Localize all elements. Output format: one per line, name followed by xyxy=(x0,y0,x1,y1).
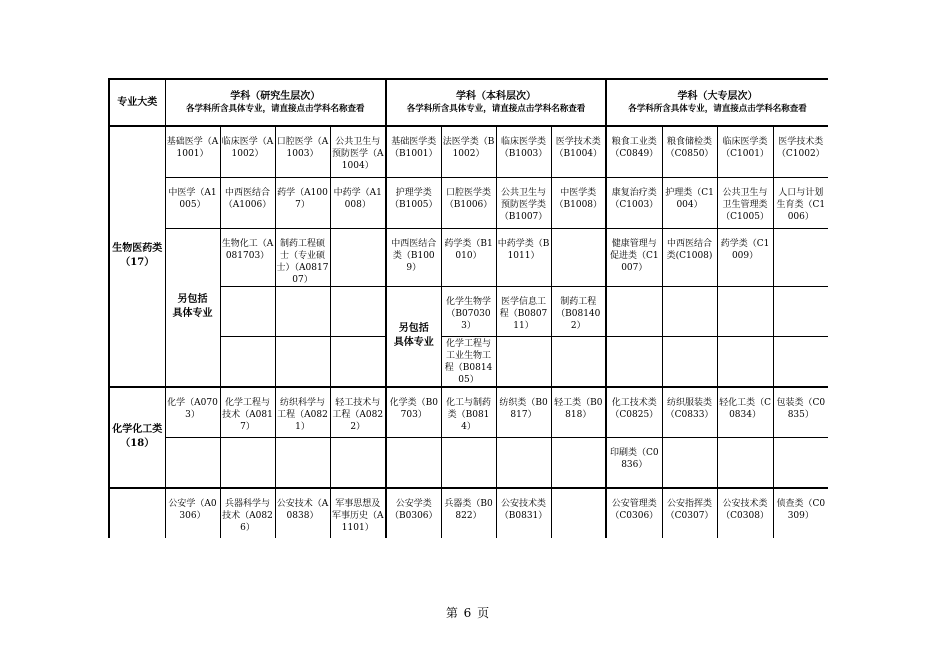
empty-cell xyxy=(165,438,220,488)
discipline-cell[interactable]: 医学技术类（C1002） xyxy=(773,126,828,177)
chem-row-1 xyxy=(109,387,828,438)
bio-category-cell xyxy=(109,126,165,387)
discipline-cell[interactable]: 粮食工业类（C0849） xyxy=(606,126,662,177)
discipline-cell[interactable]: 法医学类（B1002） xyxy=(441,126,496,177)
empty-cell xyxy=(220,438,275,488)
college-subtitle: 各学科所含具体专业，请直接点击学科名称查看 xyxy=(628,103,807,114)
discipline-cell[interactable]: 化学工程与技术（A0817） xyxy=(220,387,275,438)
empty-cell xyxy=(551,336,606,387)
bio-row-2 xyxy=(109,177,828,228)
discipline-cell[interactable]: 基础医学类（B1001） xyxy=(386,126,441,177)
discipline-cell[interactable]: 中医学类（B1008） xyxy=(551,177,606,228)
discipline-cell[interactable]: 公安技术类（C0308） xyxy=(717,488,773,539)
discipline-cell[interactable]: 公安技术类（B0831） xyxy=(496,488,551,539)
discipline-cell[interactable]: 制药工程（B081402） xyxy=(551,286,606,336)
discipline-cell[interactable]: 轻化工类（C0834） xyxy=(717,387,773,438)
discipline-cell[interactable]: 轻工技术与工程（A0822） xyxy=(330,387,386,438)
empty-cell xyxy=(330,286,386,336)
discipline-cell[interactable]: 口腔医学（A1003） xyxy=(275,126,330,177)
discipline-cell[interactable]: 药学（A1007） xyxy=(275,177,330,228)
bio-category-label: 生物医药类 xyxy=(112,243,163,255)
empty-cell xyxy=(551,488,606,539)
discipline-cell[interactable]: 化学类（B0703） xyxy=(386,387,441,438)
undergraduate-header xyxy=(386,79,606,126)
discipline-cell[interactable]: 临床医学类（C1001） xyxy=(717,126,773,177)
discipline-cell[interactable]: 公共卫生与卫生管理类（C1005） xyxy=(717,177,773,228)
discipline-cell[interactable]: 中西医结合类（B1009） xyxy=(386,228,441,286)
discipline-cell[interactable]: 纺织类（B0817） xyxy=(496,387,551,438)
header-row xyxy=(109,79,828,126)
college-header xyxy=(606,79,828,126)
empty-cell xyxy=(773,336,828,387)
discipline-cell[interactable]: 化学（A0703） xyxy=(165,387,220,438)
discipline-cell[interactable]: 公安技术（A0838） xyxy=(275,488,330,539)
empty-cell xyxy=(330,228,386,286)
discipline-cell[interactable]: 中药学类（B1011） xyxy=(496,228,551,286)
empty-cell xyxy=(386,438,441,488)
discipline-cell[interactable]: 中西医结合类(C1008) xyxy=(662,228,717,286)
empty-cell xyxy=(551,438,606,488)
empty-cell xyxy=(717,336,773,387)
chem-category-count: （18） xyxy=(120,438,155,449)
discipline-cell[interactable]: 化学生物学（B070303） xyxy=(441,286,496,336)
empty-cell xyxy=(220,286,275,336)
undergraduate-title: 学科（本科层次） xyxy=(456,90,537,102)
security-category-cell xyxy=(109,488,165,539)
discipline-cell[interactable]: 公安管理类（C0306） xyxy=(606,488,662,539)
graduate-header xyxy=(165,79,386,126)
empty-cell xyxy=(606,336,662,387)
empty-cell xyxy=(275,438,330,488)
discipline-cell[interactable]: 纺织服装类（C0833） xyxy=(662,387,717,438)
discipline-cell[interactable]: 护理类（C1004） xyxy=(662,177,717,228)
discipline-cell[interactable]: 临床医学（A1002） xyxy=(220,126,275,177)
bio-row-1 xyxy=(109,126,828,177)
empty-cell xyxy=(662,438,717,488)
bio-row-3 xyxy=(109,228,828,286)
discipline-cell[interactable]: 医学技术类（B1004） xyxy=(551,126,606,177)
discipline-cell[interactable]: 粮食储检类（C0850） xyxy=(662,126,717,177)
discipline-cell[interactable]: 公共卫生与预防医学（A1004） xyxy=(330,126,386,177)
empty-cell xyxy=(496,336,551,387)
empty-cell xyxy=(551,228,606,286)
discipline-cell[interactable]: 药学类（C1009） xyxy=(717,228,773,286)
discipline-cell[interactable]: 口腔医学类（B1006） xyxy=(441,177,496,228)
security-row-1 xyxy=(109,488,828,539)
empty-cell xyxy=(773,228,828,286)
empty-cell xyxy=(773,286,828,336)
bio-grad-extra-label: 另包括 具体专业 xyxy=(165,228,220,387)
empty-cell xyxy=(717,286,773,336)
discipline-cell[interactable]: 公共卫生与预防医学类（B1007） xyxy=(496,177,551,228)
graduate-title: 学科（研究生层次） xyxy=(230,90,321,102)
spreadsheet-page xyxy=(108,78,828,538)
discipline-cell[interactable]: 临床医学类（B1003） xyxy=(496,126,551,177)
empty-cell xyxy=(717,438,773,488)
empty-cell xyxy=(275,286,330,336)
discipline-cell[interactable]: 中医学（A1005） xyxy=(165,177,220,228)
chem-category-label: 化学化工类 xyxy=(112,424,163,435)
empty-cell xyxy=(773,438,828,488)
discipline-cell[interactable]: 健康管理与促进类（C1007） xyxy=(606,228,662,286)
discipline-cell[interactable]: 化工与制药类（B0814） xyxy=(441,387,496,438)
discipline-cell[interactable]: 中西医结合（A1006） xyxy=(220,177,275,228)
discipline-cell[interactable]: 兵器类（B0822） xyxy=(441,488,496,539)
empty-cell xyxy=(330,336,386,387)
discipline-cell[interactable]: 中药学（A1008） xyxy=(330,177,386,228)
discipline-cell[interactable]: 生物化工（A081703） xyxy=(220,228,275,286)
discipline-cell[interactable]: 印刷类（C0836） xyxy=(606,438,662,488)
empty-cell xyxy=(220,336,275,387)
bio-ug-extra-label: 另包括 具体专业 xyxy=(386,286,441,387)
discipline-cell[interactable]: 康复治疗类（C1003） xyxy=(606,177,662,228)
discipline-cell[interactable]: 医学信息工程（B080711） xyxy=(496,286,551,336)
discipline-cell[interactable]: 军事思想及军事历史（A1101） xyxy=(330,488,386,539)
discipline-cell[interactable]: 纺织科学与工程（A0821） xyxy=(275,387,330,438)
discipline-cell[interactable]: 基础医学（A1001） xyxy=(165,126,220,177)
empty-cell xyxy=(330,438,386,488)
discipline-cell[interactable]: 公安指挥类（C0307） xyxy=(662,488,717,539)
discipline-cell[interactable]: 侦查类（C0309） xyxy=(773,488,828,539)
discipline-cell[interactable]: 公安学类（B0306） xyxy=(386,488,441,539)
graduate-subtitle: 各学科所含具体专业，请直接点击学科名称查看 xyxy=(186,103,365,114)
empty-cell xyxy=(496,438,551,488)
discipline-cell[interactable]: 人口与计划生育类（C1006） xyxy=(773,177,828,228)
undergraduate-subtitle: 各学科所含具体专业，请直接点击学科名称查看 xyxy=(406,103,586,114)
discipline-cell[interactable]: 兵器科学与技术（A0826） xyxy=(220,488,275,539)
empty-cell xyxy=(441,438,496,488)
empty-cell xyxy=(275,336,330,387)
empty-cell xyxy=(662,336,717,387)
bio-category-count: （17） xyxy=(120,257,155,269)
chem-category-cell xyxy=(109,387,165,488)
page-number: 第 6 页 xyxy=(445,606,491,620)
discipline-cell[interactable]: 化学工程与工业生物工程（B081405） xyxy=(441,336,496,387)
chem-row-2 xyxy=(109,438,828,488)
empty-cell xyxy=(606,286,662,336)
discipline-cell[interactable]: 制药工程硕士（专业硕士）（A081707） xyxy=(275,228,330,286)
discipline-table xyxy=(108,78,828,538)
discipline-cell[interactable]: 化工技术类（C0825） xyxy=(606,387,662,438)
college-title: 学科（大专层次） xyxy=(677,90,758,102)
category-header: 专业大类 xyxy=(109,79,165,126)
discipline-cell[interactable]: 药学类（B1010） xyxy=(441,228,496,286)
discipline-cell[interactable]: 包装类（C0835） xyxy=(773,387,828,438)
discipline-cell[interactable]: 轻工类（B0818） xyxy=(551,387,606,438)
discipline-cell[interactable]: 护理学类（B1005） xyxy=(386,177,441,228)
discipline-cell[interactable]: 公安学（A0306） xyxy=(165,488,220,539)
empty-cell xyxy=(662,286,717,336)
